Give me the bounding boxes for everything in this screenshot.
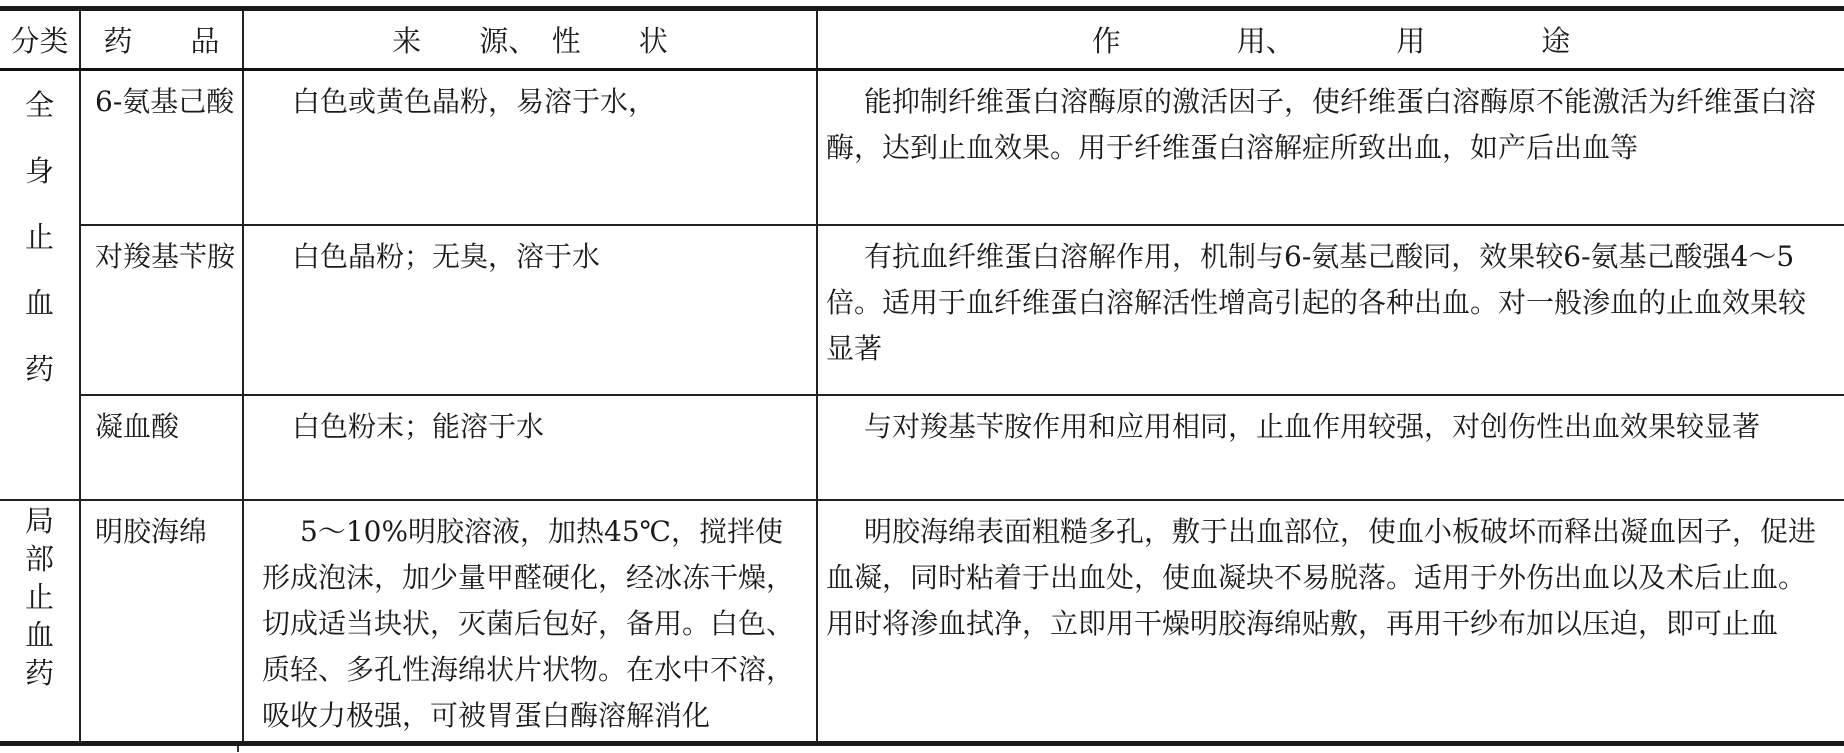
table-row: [0, 225, 1844, 395]
action-use: 与对羧基苄胺作用和应用相同，止血作用较强，对创伤性出血效果较显著: [817, 395, 1844, 500]
source-properties: 白色晶粉；无臭，溶于水: [243, 225, 817, 395]
drug-name: 明胶海绵: [80, 500, 243, 745]
table-row: [0, 395, 1844, 500]
source-properties: 白色粉末；能溶于水: [243, 395, 817, 500]
action-use: 能抑制纤维蛋白溶酶原的激活因子，使纤维蛋白溶酶原不能激活为纤维蛋白溶酶，达到止血效果。用于纤维蛋白溶解症所致出血，如产后出血等: [817, 70, 1844, 225]
source-properties: 白色或黄色晶粉，易溶于水，: [243, 70, 817, 225]
table-row: [0, 500, 1844, 745]
header-source: 来 源、 性 状: [243, 11, 817, 70]
category-systemic: [0, 70, 80, 500]
category-label: 全身止血药: [24, 88, 54, 386]
header-drug: 药 品: [80, 11, 243, 70]
drug-name: 凝血酸: [80, 395, 243, 500]
category-label: 局部止血药: [24, 503, 54, 690]
drug-name: 6-氨基己酸: [80, 70, 243, 225]
header-row: [0, 11, 1844, 70]
drug-name: 对羧基苄胺: [80, 225, 243, 395]
scan-mark: [237, 746, 239, 752]
source-properties: 5～10%明胶溶液，加热45℃，搅拌使形成泡沫，加少量甲醛硬化，经冰冻干燥，切成适当块状，灭菌后包好，备用。白色、质轻、多孔性海绵状片状物。在水中不溶，吸收力极强，可被胃蛋白酶溶解消化: [243, 500, 817, 745]
action-use: 明胶海绵表面粗糙多孔，敷于出血部位，使血小板破坏而释出凝血因子，促进血凝，同时粘着于出血处，使血凝块不易脱落。适用于外伤出血以及术后止血。用时将渗血拭净，立即用干燥明胶海绵贴敷，再用干纱布加以压迫，即可止血: [817, 500, 1844, 745]
hemostatic-drug-table: [0, 11, 1844, 745]
header-category: 分类: [0, 11, 80, 70]
category-local: [0, 500, 80, 745]
table-row: [0, 70, 1844, 225]
action-use: 有抗血纤维蛋白溶解作用，机制与6-氨基己酸同，效果较6-氨基己酸强4～5倍。适用于血纤维蛋白溶解活性增高引起的各种出血。对一般渗血的止血效果较显著: [817, 225, 1844, 395]
bottom-rule: [0, 741, 1844, 746]
header-use: 作 用、 用 途: [817, 11, 1844, 70]
